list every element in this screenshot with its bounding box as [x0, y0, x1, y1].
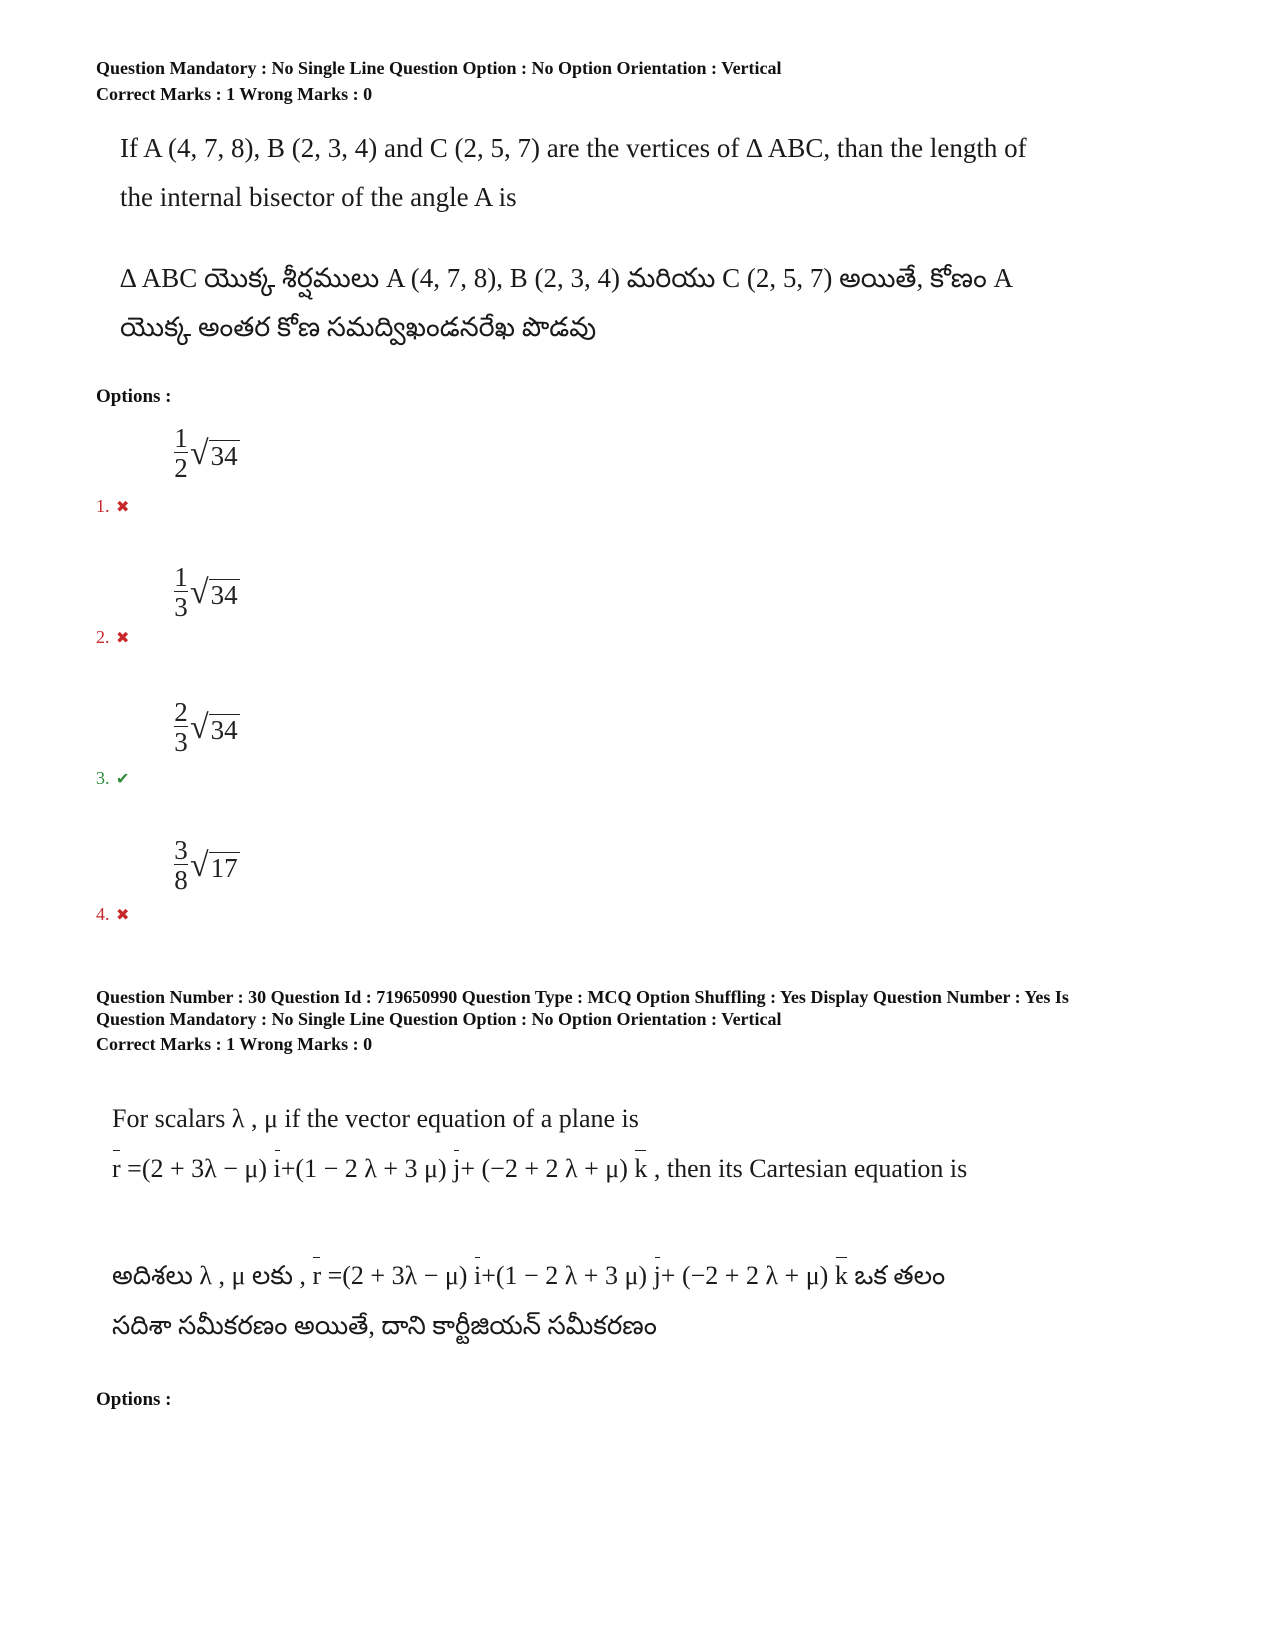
numerator: 2: [174, 697, 188, 727]
radicand: 34: [210, 714, 238, 745]
radicand: 34: [210, 440, 238, 471]
options-label: Options :: [96, 1389, 172, 1410]
fraction: [174, 698, 188, 757]
denominator: 8: [174, 865, 188, 895]
equation-part: =(2 + 3λ − μ): [321, 1261, 474, 1290]
fraction: [174, 836, 188, 895]
wrong-mark-icon: ✖: [116, 907, 130, 924]
radical-sign: √: [190, 708, 209, 746]
square-root: [190, 846, 240, 884]
question-text-english: [112, 1094, 967, 1194]
option-expression: [174, 836, 240, 895]
equation-tail: , then its Cartesian equation is: [647, 1154, 968, 1183]
question-line: For scalars λ , μ if the vector equation of a plane is: [112, 1104, 639, 1133]
vector-r: r: [112, 1144, 121, 1194]
equation-part: =(2 + 3λ − μ): [120, 1154, 274, 1183]
vector-i: i: [274, 1144, 281, 1194]
equation-part: + (−2 + 2 λ + μ): [460, 1154, 635, 1183]
option-1[interactable]: [96, 424, 496, 534]
denominator: 2: [174, 453, 188, 483]
telugu-tail: ఒక తలం: [847, 1261, 946, 1290]
question-line: [112, 1251, 945, 1301]
wrong-mark-icon: ✖: [116, 630, 130, 647]
numerator: 1: [174, 423, 188, 453]
marks-meta-line: Correct Marks : 1 Wrong Marks : 0: [96, 1034, 373, 1054]
option-expression: [174, 563, 240, 622]
question-line: the internal bisector of the angle A is: [120, 182, 517, 212]
question-line: సదిశా సమీకరణం అయితే, దాని కార్టీజియన్ సమీకరణం: [112, 1311, 657, 1340]
option-number-label: 4.: [96, 904, 110, 924]
vector-k: k: [634, 1144, 647, 1194]
question-meta-line: Question Mandatory : No Single Line Question Option : No Option Orientation : Vertical: [96, 1009, 782, 1029]
question-line: ∆ ABC యొక్క శీర్షములు A (4, 7, 8), B (2, 3, 4) మరియు C (2, 5, 7) అయితే, కోణం A: [120, 263, 1014, 293]
radicand: 17: [210, 852, 238, 883]
vector-k: k: [835, 1251, 848, 1301]
question-meta-line: Question Number : 30 Question Id : 719650990 Question Type : MCQ Option Shuffling : Yes Display Question Number : Yes Is: [96, 987, 1069, 1007]
option-number: [96, 768, 129, 789]
vector-r: r: [312, 1251, 321, 1301]
option-3[interactable]: [96, 698, 496, 808]
radical-sign: √: [190, 846, 209, 884]
telugu-head: అదిశలు λ , μ లకు ,: [112, 1261, 313, 1290]
fraction: [174, 424, 188, 483]
equation-part: +(1 − 2 λ + 3 μ): [481, 1261, 654, 1290]
radical-sign: √: [190, 434, 209, 472]
equation-part: + (−2 + 2 λ + μ): [660, 1261, 835, 1290]
denominator: 3: [174, 727, 188, 757]
correct-check-icon: ✔: [116, 771, 130, 788]
vector-i: i: [474, 1251, 481, 1301]
option-number-label: 2.: [96, 627, 110, 647]
vector-j: j: [453, 1144, 460, 1194]
question-text-telugu: [112, 1251, 945, 1351]
radical-sign: √: [190, 573, 209, 611]
fraction: [174, 563, 188, 622]
numerator: 1: [174, 562, 188, 592]
question-line: If A (4, 7, 8), B (2, 3, 4) and C (2, 5, 7) are the vertices of ∆ ABC, than the length of: [120, 133, 1027, 163]
marks-meta-line: Correct Marks : 1 Wrong Marks : 0: [96, 84, 373, 104]
wrong-mark-icon: ✖: [116, 499, 130, 516]
equation-part: +(1 − 2 λ + 3 μ): [280, 1154, 454, 1183]
option-number-label: 3.: [96, 768, 110, 788]
options-label: Options :: [96, 386, 172, 407]
option-4[interactable]: [96, 836, 496, 946]
square-root: [190, 573, 240, 611]
option-2[interactable]: [96, 563, 496, 673]
question-meta-line: Question Mandatory : No Single Line Question Option : No Option Orientation : Vertical: [96, 58, 782, 78]
question-text-english: [120, 124, 1027, 222]
option-expression: [174, 424, 240, 483]
square-root: [190, 708, 240, 746]
option-number: [96, 627, 129, 648]
question-text-telugu: [120, 254, 1013, 352]
radicand: 34: [210, 579, 238, 610]
option-number-label: 1.: [96, 496, 110, 516]
option-number: [96, 904, 129, 925]
vector-j: j: [654, 1251, 661, 1301]
option-expression: [174, 698, 240, 757]
option-number: [96, 496, 129, 517]
square-root: [190, 434, 240, 472]
denominator: 3: [174, 592, 188, 622]
question-line: [112, 1144, 967, 1194]
question-line: యొక్క అంతర కోణ సమద్విఖండనరేఖ పొడవు: [120, 312, 597, 342]
numerator: 3: [174, 835, 188, 865]
